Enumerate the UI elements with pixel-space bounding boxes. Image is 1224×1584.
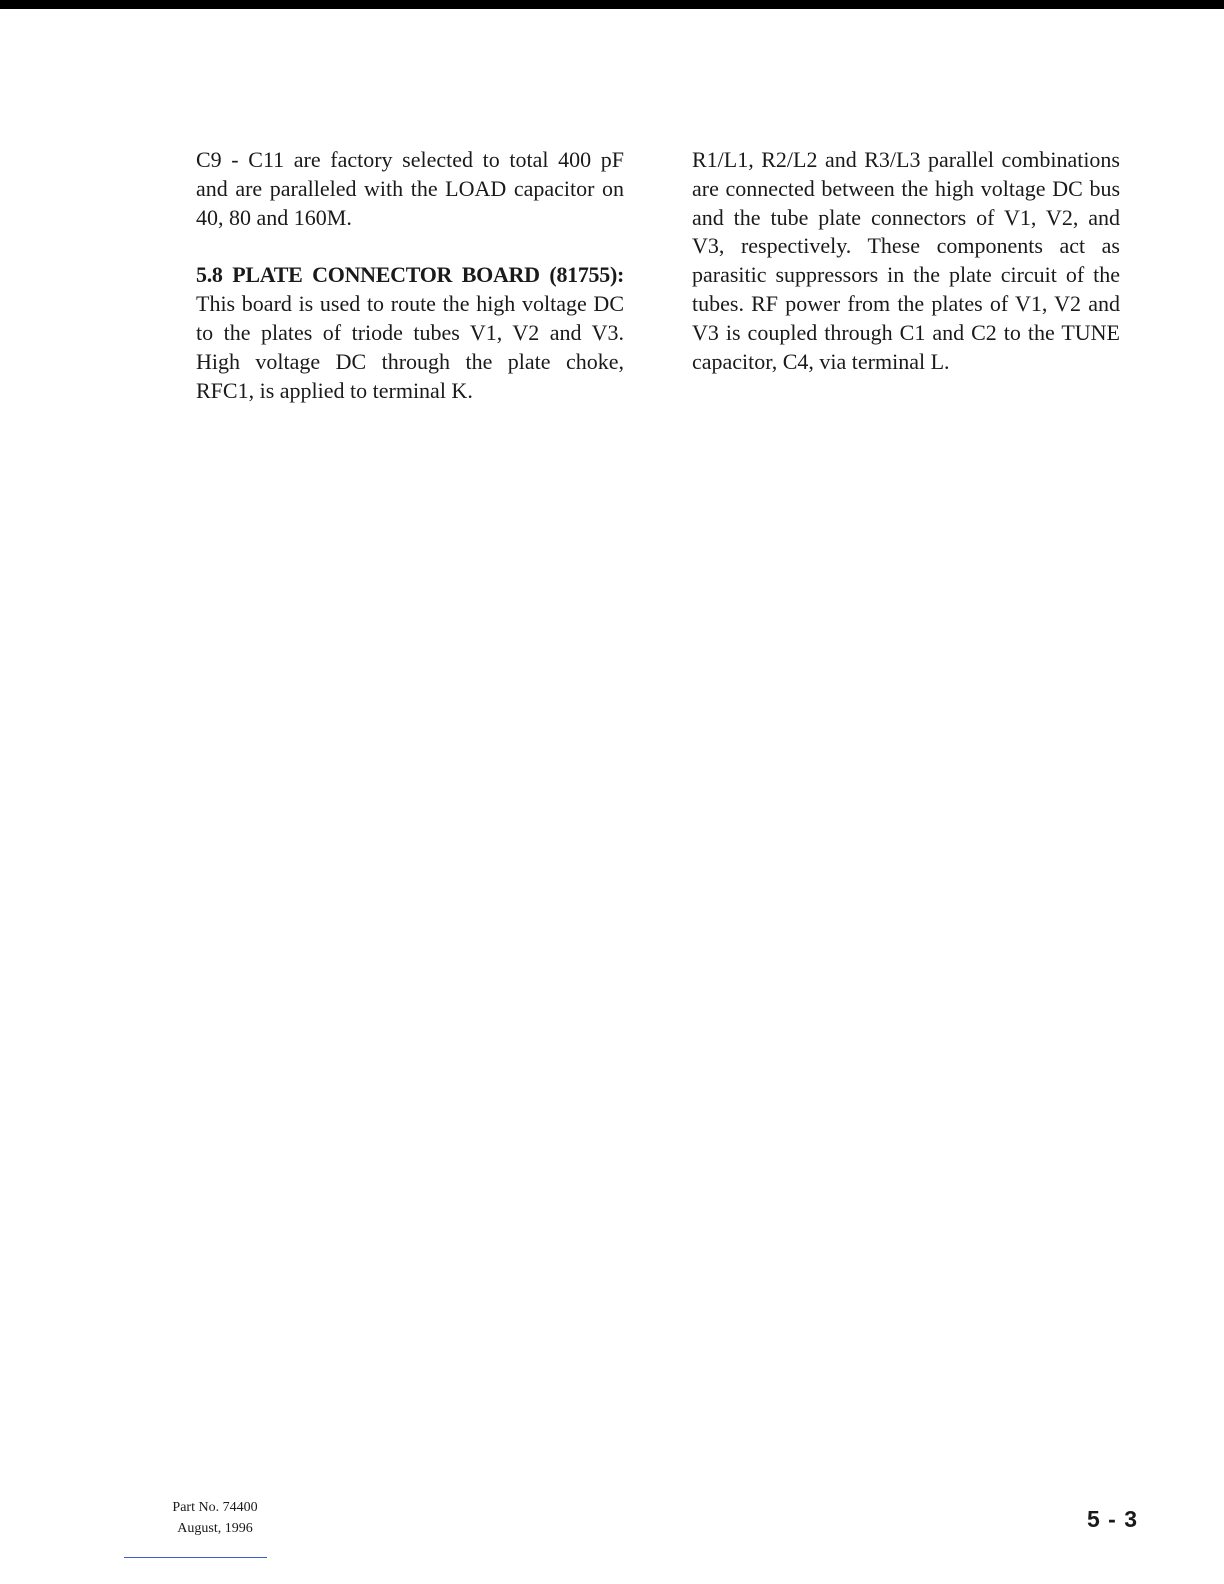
bottom-edge-rule (124, 1557, 267, 1558)
footer-document-info (160, 1497, 270, 1539)
left-text-column (196, 146, 624, 405)
right-text-column (692, 146, 1120, 376)
section-heading: 5.8 PLATE CONNECTOR BOARD (81755): (196, 262, 624, 288)
capacitor-paragraph: C9 - C11 are factory selected to total 400 pF and are paralleled with the LOAD capacitor on 40, 80 and 160M. (196, 147, 624, 230)
section-body-text: This board is used to route the high voltage DC to the plates of triode tubes V1, V2 and V3. High voltage DC through the plate choke, RFC1, is applied to terminal K. (196, 291, 624, 403)
top-border-rule (0, 0, 1224, 9)
revision-date: August, 1996 (177, 1521, 253, 1536)
plate-connector-section (196, 261, 624, 405)
part-number: Part No. 74400 (172, 1500, 258, 1515)
parasitic-suppressor-paragraph: R1/L1, R2/L2 and R3/L3 parallel combinations are connected between the high voltage DC bus and the tube plate connectors of V1, V2, and V3, respectively. These components act as parasitic suppressors in the plate circuit of the tubes. RF power from the plates of V1, V2 and V3 is coupled through C1 and C2 to the TUNE capacitor, C4, via terminal L. (692, 147, 1120, 374)
page-number: 5 - 3 (1086, 1506, 1138, 1532)
